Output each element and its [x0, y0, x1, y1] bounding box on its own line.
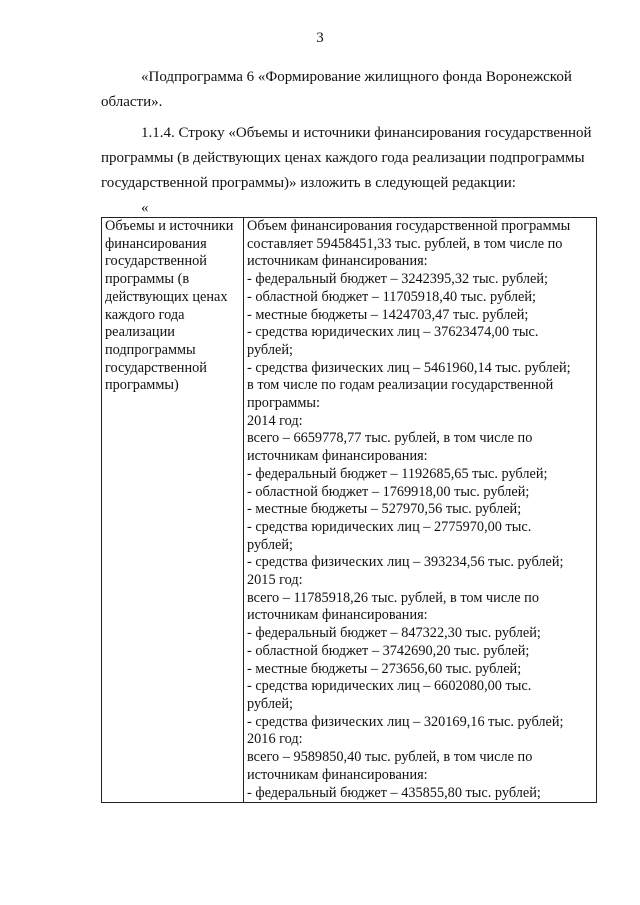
label-line: подпрограммы	[105, 341, 196, 358]
funding-line: - областной бюджет – 3742690,20 тыс. рублей;	[247, 642, 530, 659]
funding-line: - средства физических лиц – 393234,56 тыс. рублей;	[247, 554, 564, 571]
label-line: государственной	[105, 253, 207, 270]
table-cell-funding-details	[244, 218, 597, 803]
label-line: Объемы и источники	[105, 218, 234, 234]
opening-quote-mark: «	[141, 200, 149, 216]
funding-line: - областной бюджет – 11705918,40 тыс. рублей;	[247, 288, 536, 305]
funding-line: - федеральный бюджет – 847322,30 тыс. рублей;	[247, 625, 541, 642]
funding-line: всего – 11785918,26 тыс. рублей, в том числе по	[247, 589, 539, 606]
funding-line: - средства физических лиц – 5461960,14 тыс. рублей;	[247, 359, 571, 376]
paragraph-line: государственной программы)» изложить в следующей редакции:	[101, 175, 516, 191]
funding-line: источникам финансирования:	[247, 607, 428, 624]
funding-line: - федеральный бюджет – 3242395,32 тыс. рублей;	[247, 271, 548, 288]
label-line: реализации	[105, 324, 175, 341]
funding-line: 2015 год:	[247, 572, 303, 589]
funding-line: всего – 9589850,40 тыс. рублей, в том числе по	[247, 749, 533, 766]
table-row	[102, 218, 597, 803]
page-number: 3	[316, 30, 324, 46]
paragraph-line: программы (в действующих ценах каждого года реализации подпрограммы	[101, 150, 585, 166]
label-line: программы)	[105, 377, 179, 394]
paragraph-subprogram-title	[101, 65, 598, 115]
funding-line: рублей;	[247, 695, 293, 712]
funding-line: источникам финансирования:	[247, 253, 428, 270]
funding-line: составляет 59458451,33 тыс. рублей, в том числе по	[247, 235, 563, 252]
label-line: программы (в	[105, 271, 190, 288]
funding-line: 2014 год:	[247, 412, 303, 429]
funding-line: - федеральный бюджет – 435855,80 тыс. рублей;	[247, 784, 541, 801]
funding-table	[101, 217, 597, 803]
paragraph-amendment	[101, 121, 598, 196]
funding-line: - областной бюджет – 1769918,00 тыс. рублей;	[247, 483, 530, 500]
paragraph-line: области».	[101, 94, 163, 110]
funding-line: источникам финансирования:	[247, 448, 428, 465]
funding-line: - средства физических лиц – 320169,16 тыс. рублей;	[247, 713, 564, 730]
table-cell-label	[102, 218, 244, 803]
label-line: финансирования	[105, 235, 207, 252]
funding-line: - средства юридических лиц – 6602080,00 тыс.	[247, 678, 532, 695]
paragraph-line: 1.1.4. Строку «Объемы и источники финансирования государственной	[141, 125, 592, 141]
funding-line: рублей;	[247, 341, 293, 358]
funding-line: в том числе по годам реализации государственной	[247, 377, 554, 394]
label-line: государственной	[105, 359, 207, 376]
funding-line: - средства юридических лиц – 37623474,00 тыс.	[247, 324, 539, 341]
funding-line: - федеральный бюджет – 1192685,65 тыс. рублей;	[247, 465, 548, 482]
funding-line: - местные бюджеты – 527970,56 тыс. рублей;	[247, 501, 522, 518]
funding-line: рублей;	[247, 536, 293, 553]
label-line: каждого года	[105, 306, 185, 323]
funding-line: программы:	[247, 395, 320, 412]
funding-line: 2016 год:	[247, 731, 303, 748]
funding-line: - средства юридических лиц – 2775970,00 тыс.	[247, 518, 532, 535]
funding-line: - местные бюджеты – 273656,60 тыс. рублей;	[247, 660, 522, 677]
label-line: действующих ценах	[105, 288, 228, 305]
funding-line: Объем финансирования государственной программы	[247, 218, 571, 234]
paragraph-line: «Подпрограмма 6 «Формирование жилищного фонда Воронежской	[141, 69, 572, 85]
funding-line: источникам финансирования:	[247, 766, 428, 783]
funding-line: - местные бюджеты – 1424703,47 тыс. рублей;	[247, 306, 529, 323]
funding-line: всего – 6659778,77 тыс. рублей, в том числе по	[247, 430, 533, 447]
